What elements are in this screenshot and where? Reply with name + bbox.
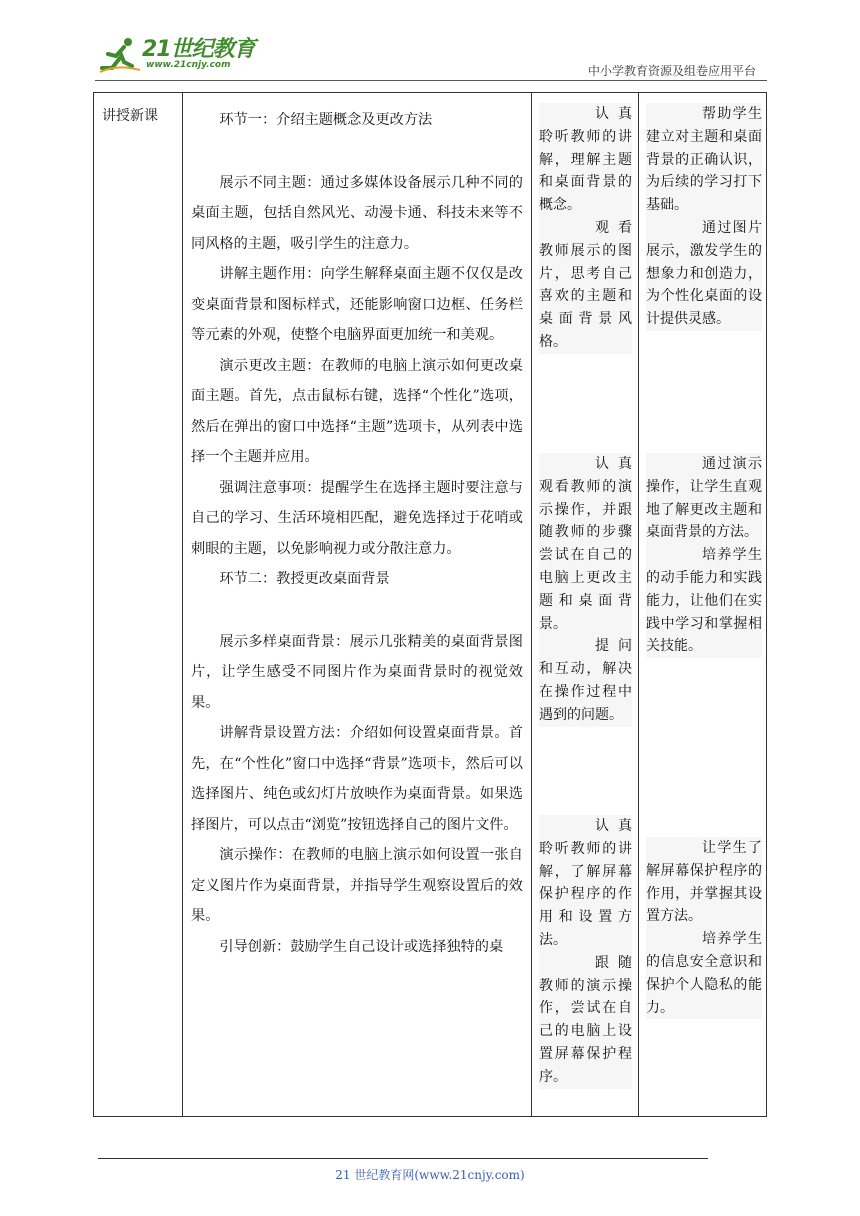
design-intent-group [646,453,762,658]
student-activity: 认真聆听教师的讲解，理解主题和桌面背景的概念。 [539,103,632,217]
footer-link[interactable]: 21 世纪教育网(www.21cnjy.com) [335,1168,525,1182]
site-logo[interactable] [98,30,268,78]
header-divider [95,80,767,81]
paragraph: 展示不同主题：通过多媒体设备展示几种不同的桌面主题，包括自然风光、动漫卡通、科技未来等不同风格的主题，吸引学生的注意力。 [191,174,523,252]
student-activities-group [539,815,632,1089]
student-activities-group [539,103,632,354]
paragraph: 引导创新：鼓励学生自己设计或选择独特的桌 [219,938,504,955]
column-divider [531,93,532,1116]
runner-logo-icon [98,36,142,74]
student-activity: 跟随教师的演示操作，尝试在自己的电脑上设置屏幕保护程序。 [539,952,632,1089]
design-intent: 通过演示操作，让学生直观地了解更改主题和桌面背景的方法。 [646,453,762,544]
design-intent-group [646,837,762,1019]
lesson-table [93,92,767,1117]
column-divider [638,93,639,1116]
design-intent: 让学生了解屏幕保护程序的作用，并掌握其设置方法。 [646,837,762,928]
footer-divider [98,1158,708,1159]
section-heading: 环节一：介绍主题概念及更改方法 [219,112,433,128]
paragraph: 演示操作：在教师的电脑上演示如何设置一张自定义图片作为桌面背景，并指导学生观察设置后的效果。 [191,847,523,924]
platform-name: 中小学教育资源及组卷应用平台 [587,64,756,78]
design-intent: 通过图片展示，激发学生的想象力和创造力，为个性化桌面的设计提供灵感。 [646,217,762,331]
paragraph: 展示多样桌面背景：展示几张精美的桌面背景图片，让学生感受不同图片作为桌面背景时的视觉效果。 [191,633,523,711]
student-activity: 认真观看教师的演示操作，并跟随教师的步骤尝试在自己的电脑上更改主题和桌面背景。 [539,453,632,635]
design-intent-group [646,103,762,331]
student-activity: 提问和互动，解决在操作过程中遇到的问题。 [539,635,632,726]
paragraph: 讲解主题作用：向学生解释桌面主题不仅仅是改变桌面背景和图标样式，还能影响窗口边框、任务栏等元素的外观，使整个电脑界面更加统一和美观。 [191,266,523,343]
paragraph: 讲解背景设置方法：介绍如何设置桌面背景。首先，在“个性化”窗口中选择“背景”选项卡，然后可以选择图片、纯色或幻灯片放映作为桌面背景。如果选择图片，可以点击“浏览”按钮选择自己的图片文件。 [191,725,523,833]
design-intent: 培养学生的信息安全意识和保护个人隐私的能力。 [646,928,762,1019]
stage-label: 讲授新课 [102,108,158,124]
logo-url: www.21cnjy.com [146,60,231,70]
paragraph: 强调注意事项：提醒学生在选择主题时要注意与自己的学习、生活环境相匹配，避免选择过于花哨或刺眼的主题，以免影响视力或分散注意力。 [191,479,523,557]
page-header [0,0,860,84]
design-intent: 帮助学生建立对主题和桌面背景的正确认识，为后续的学习打下基础。 [646,103,762,217]
paragraph: 演示更改主题：在教师的电脑上演示如何更改桌面主题。首先，点击鼠标右键，选择“个性化”选项，然后在弹出的窗口中选择“主题”选项卡，从列表中选择一个主题并应用。 [191,357,523,465]
student-activity: 认真聆听教师的讲解，了解屏幕保护程序的作用和设置方法。 [539,815,632,952]
design-intent: 培养学生的动手能力和实践能力，让他们在实践中学习和掌握相关技能。 [646,544,762,658]
logo-wordmark: 21世纪教育 [142,37,255,62]
student-activity: 观看教师展示的图片，思考自己喜欢的主题和桌面背景风格。 [539,217,632,354]
teacher-activities [191,105,523,962]
column-divider [182,93,183,1116]
section-heading: 环节二：教授更改桌面背景 [219,571,390,587]
student-activities-group [539,453,632,727]
